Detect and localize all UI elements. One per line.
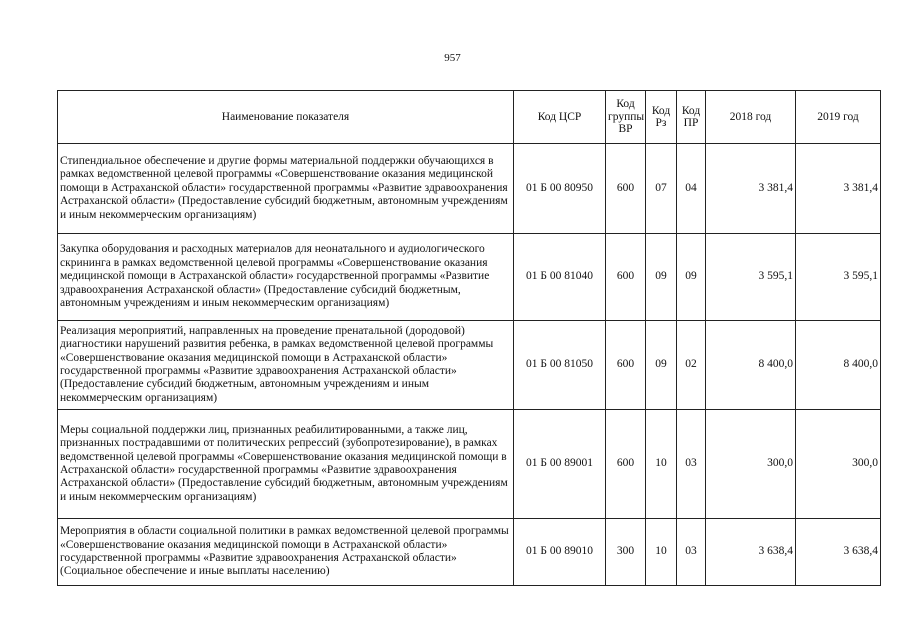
cell-2018: 300,0 [706,410,796,519]
cell-2018: 8 400,0 [706,321,796,410]
table-header-row [58,91,881,144]
table-row [58,144,881,234]
cell-pr: 09 [677,234,706,321]
cell-csr: 01 Б 00 89001 [514,410,606,519]
page-number: 957 [444,52,461,64]
cell-2018: 3 595,1 [706,234,796,321]
cell-vr: 600 [606,144,646,234]
header-name: Наименование показателя [58,91,514,144]
header-rz: Код Рз [646,91,677,144]
cell-vr: 600 [606,321,646,410]
cell-name: Реализация мероприятий, направленных на проведение пренатальной (дородовой) диагностики нарушений развития ребенка, в рамках ведомственной целевой программы «Совершенствование оказания медицинской помощи в Астраханской области» государственной программы «Развитие здравоохранения Астраханской области» (Предоставление субсидий бюджетным, автономным учреждениям и иным некоммерческим организациям) [58,321,514,410]
cell-pr: 04 [677,144,706,234]
cell-2019: 3 381,4 [796,144,881,234]
cell-vr: 300 [606,519,646,586]
cell-2019: 3 638,4 [796,519,881,586]
header-pr: Код ПР [677,91,706,144]
cell-name: Мероприятия в области социальной политики в рамках ведомственной целевой программы «Совершенствование оказания медицинской помощи в Астраханской области» государственной программы «Развитие здравоохранения Астраханской области» (Социальное обеспечение и иные выплаты населению) [58,519,514,586]
table-row [58,321,881,410]
cell-2018: 3 638,4 [706,519,796,586]
cell-pr: 03 [677,519,706,586]
cell-csr: 01 Б 00 80950 [514,144,606,234]
cell-vr: 600 [606,234,646,321]
cell-2019: 300,0 [796,410,881,519]
budget-table [57,90,881,586]
table-row [58,234,881,321]
cell-rz: 10 [646,410,677,519]
cell-rz: 09 [646,321,677,410]
cell-csr: 01 Б 00 89010 [514,519,606,586]
cell-csr: 01 Б 00 81040 [514,234,606,321]
cell-2018: 3 381,4 [706,144,796,234]
cell-2019: 8 400,0 [796,321,881,410]
cell-csr: 01 Б 00 81050 [514,321,606,410]
cell-vr: 600 [606,410,646,519]
cell-rz: 07 [646,144,677,234]
cell-rz: 10 [646,519,677,586]
cell-pr: 02 [677,321,706,410]
table-row [58,410,881,519]
cell-name: Закупка оборудования и расходных материалов для неонатального и аудиологического скрининга в рамках ведомственной целевой программы «Совершенствование оказания медицинской помощи в Астраханской области» государственной программы «Развитие здравоохранения Астраханской области» (Предоставление субсидий бюджетным, автономным учреждениям и иным некоммерческим организациям) [58,234,514,321]
cell-rz: 09 [646,234,677,321]
cell-name: Стипендиальное обеспечение и другие формы материальной поддержки обучающихся в рамках ведомственной целевой программы «Совершенствование оказания медицинской помощи в Астраханской области» государственной программы «Развитие здравоохранения Астраханской области» (Предоставление субсидий бюджетным, автономным учреждениям и иным некоммерческим организациям) [58,144,514,234]
header-vr: Код группы ВР [606,91,646,144]
cell-name: Меры социальной поддержки лиц, признанных реабилитированными, а также лиц, признанных пострадавшими от политических репрессий (зубопротезирование), в рамках ведомственной целевой программы «Совершенствование оказания медицинской помощи в Астраханской области» государственной программы «Развитие здравоохранения Астраханской области» (Предоставление субсидий бюджетным, автономным учреждениям и иным некоммерческим организациям) [58,410,514,519]
header-2019: 2019 год [796,91,881,144]
cell-2019: 3 595,1 [796,234,881,321]
cell-pr: 03 [677,410,706,519]
table-row [58,519,881,586]
header-csr: Код ЦСР [514,91,606,144]
header-2018: 2018 год [706,91,796,144]
